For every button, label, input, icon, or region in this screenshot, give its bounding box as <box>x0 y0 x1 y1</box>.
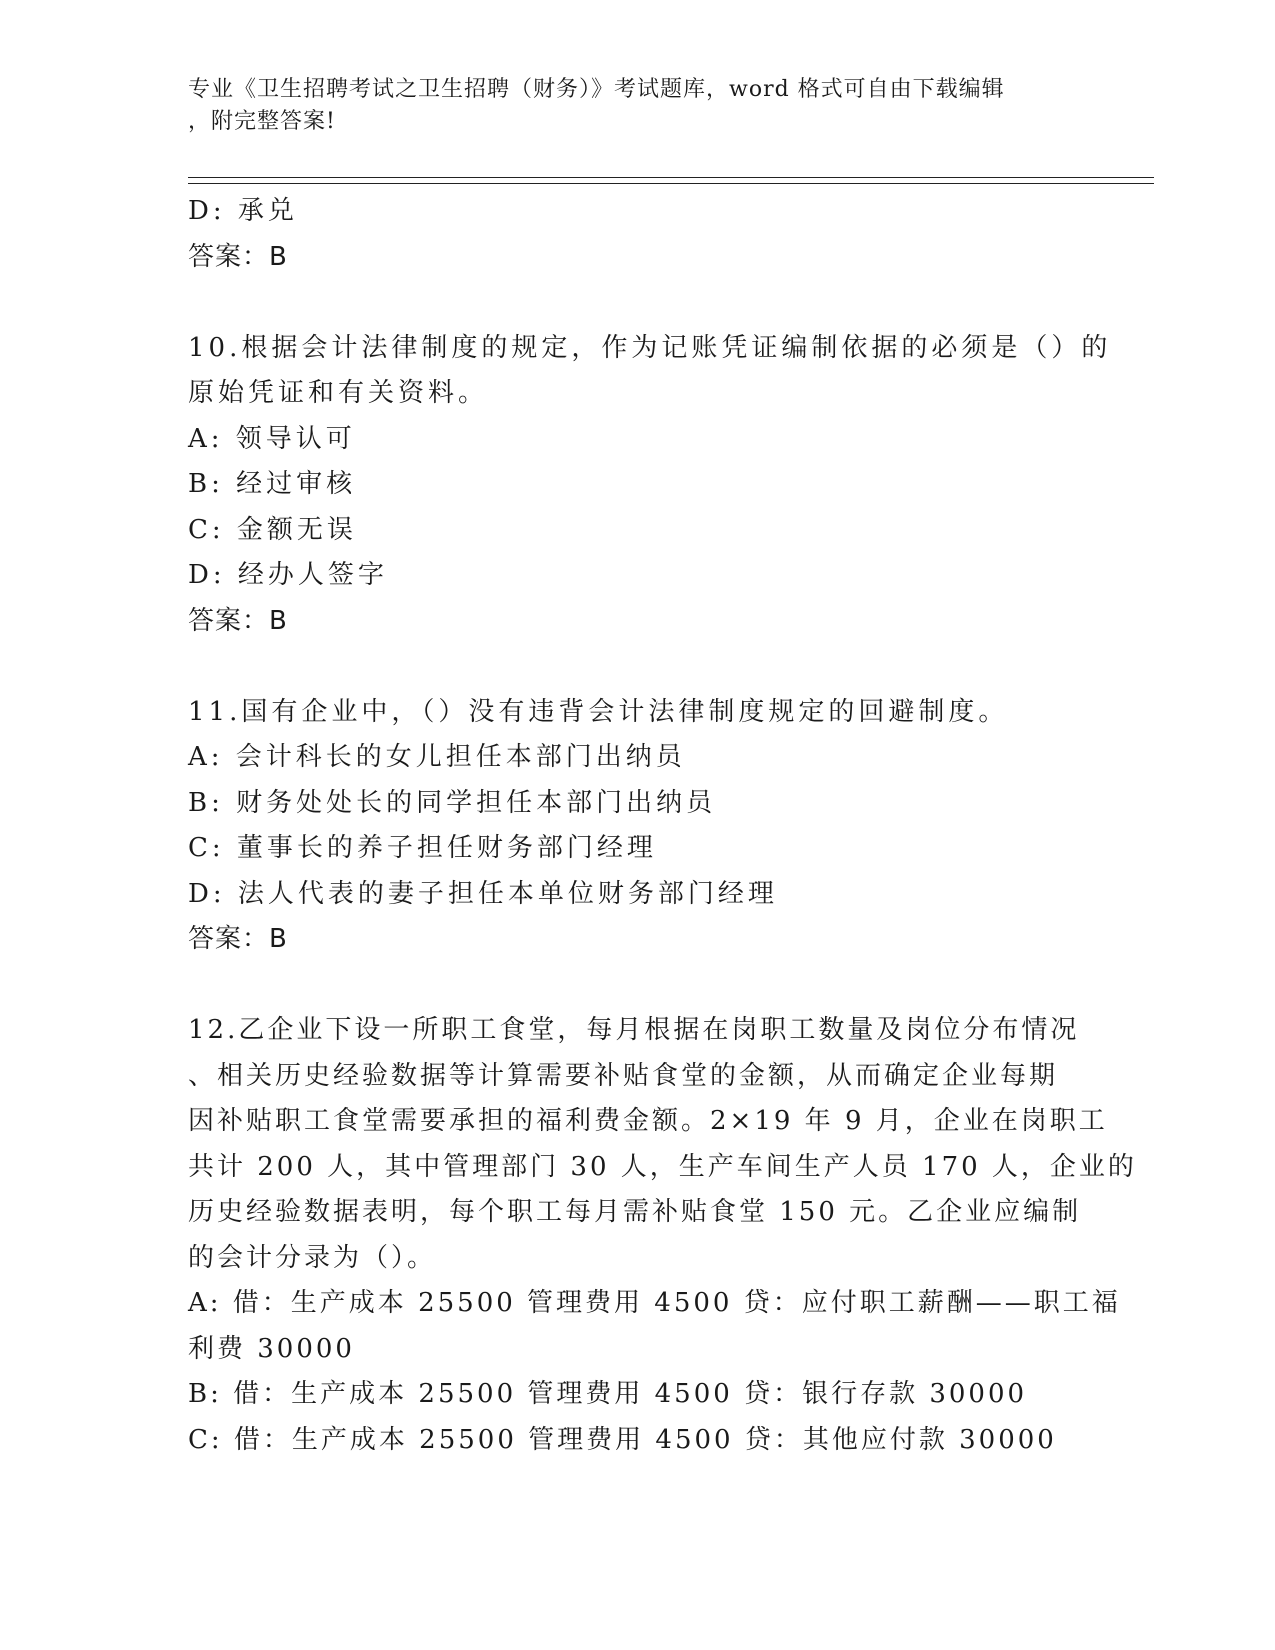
option-d: D: 法人代表的妻子担任本单位财务部门经理 <box>188 878 778 909</box>
option-b: B: 经过审核 <box>188 469 357 499</box>
header-divider-top <box>188 177 1154 178</box>
question-stem: 共计 200 人，其中管理部门 30 人，生产车间生产人员 170 人，企业的 <box>188 1151 1137 1182</box>
option-a-continued: 利费 30000 <box>188 1333 355 1364</box>
option-a: A: 会计科长的女儿担任本部门出纳员 <box>188 742 686 772</box>
option-d: D: 经办人签字 <box>188 560 388 590</box>
option-c: C: 金额无误 <box>188 514 357 545</box>
option-c: C: 董事长的养子担任财务部门经理 <box>188 833 657 863</box>
question-stem: 因补贴职工食堂需要承担的福利费金额。2×19 年 9 月，企业在岗职工 <box>188 1106 1108 1136</box>
question-stem: 11.国有企业中，（）没有违背会计法律制度规定的回避制度。 <box>188 696 1009 727</box>
header-divider-bottom <box>188 183 1154 184</box>
question-stem: 历史经验数据表明，每个职工每月需补贴食堂 150 元。乙企业应编制 <box>188 1197 1082 1227</box>
answer: 答案：B <box>188 241 288 272</box>
option-a: A: 领导认可 <box>188 423 356 454</box>
answer: 答案：B <box>188 924 288 954</box>
option-c: C: 借：生产成本 25500 管理费用 4500 贷：其他应付款 30000 <box>188 1424 1057 1455</box>
question-stem: 原始凭证和有关资料。 <box>188 378 489 408</box>
spacer <box>188 963 1088 1009</box>
question-stem: 的会计分录为（）。 <box>188 1242 437 1273</box>
header-line-2: ，附完整答案! <box>188 109 336 134</box>
option-d: D: 承兑 <box>188 196 298 226</box>
header-line-1: 专业《卫生招聘考试之卫生招聘（财务）》考试题库，word 格式可自由下载编辑 <box>188 77 1005 102</box>
option-b: B: 财务处处长的同学担任本部门出纳员 <box>188 787 717 818</box>
question-9-tail <box>188 189 1088 280</box>
document-header <box>188 74 1088 138</box>
answer: 答案：B <box>188 605 288 636</box>
question-12 <box>188 1008 1137 1463</box>
option-b: B: 借：生产成本 25500 管理费用 4500 贷：银行存款 30000 <box>188 1379 1028 1409</box>
option-a: A: 借：生产成本 25500 管理费用 4500 贷：应付职工薪酬——职工福 <box>188 1288 1121 1318</box>
question-stem: 12.乙企业下设一所职工食堂，每月根据在岗职工数量及岗位分布情况 <box>188 1015 1080 1045</box>
question-10 <box>188 326 1112 645</box>
spacer <box>188 644 1088 690</box>
spacer <box>188 280 1088 326</box>
question-11 <box>188 690 1088 963</box>
question-stem: 10.根据会计法律制度的规定，作为记账凭证编制依据的必须是（）的 <box>188 332 1112 363</box>
question-stem: 、相关历史经验数据等计算需要补贴食堂的金额，从而确定企业每期 <box>188 1060 1059 1091</box>
document-body <box>188 189 1137 1463</box>
